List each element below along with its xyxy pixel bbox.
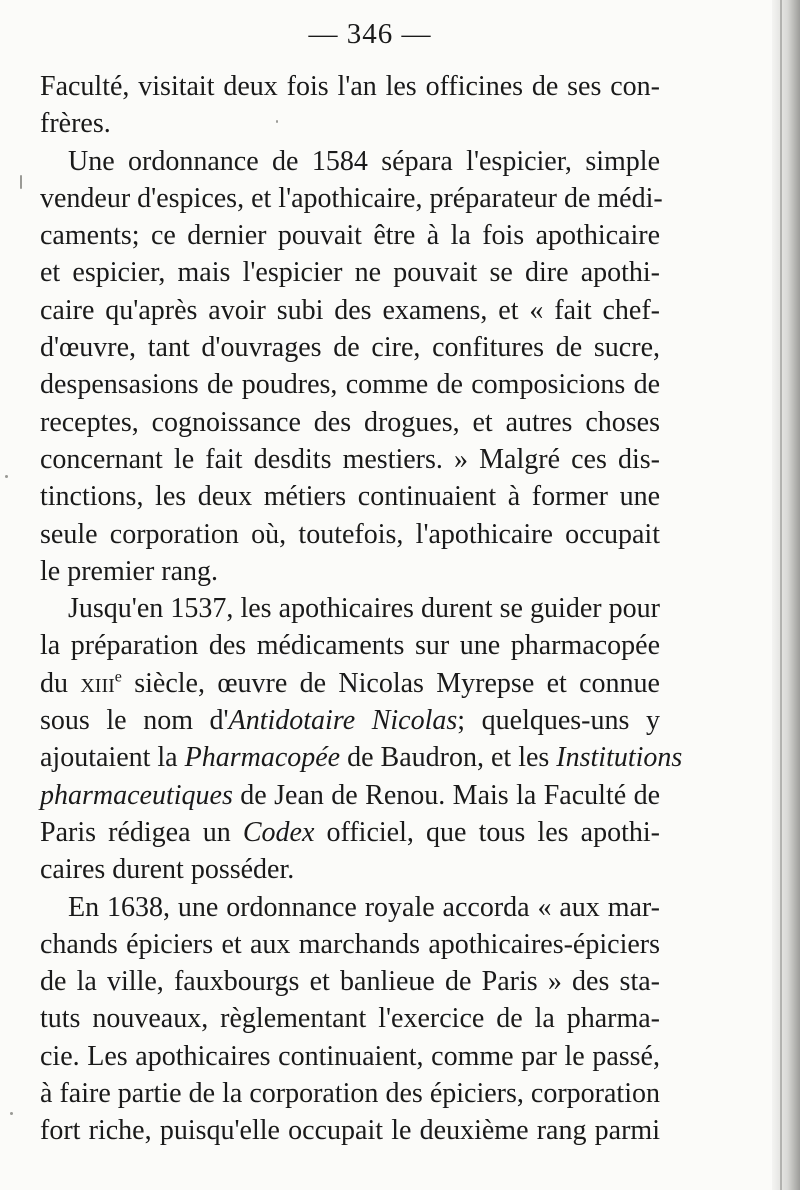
text-run: sous le nom d' [40,705,229,737]
text-run: de la ville, fauxbourgs et banlieue de Paris » des sta- [40,966,660,998]
text-run: et espicier, mais l'espicier ne pouvait se dire apothi- [40,257,660,289]
text-line [40,889,660,926]
text-line [40,963,660,1000]
text-line [40,553,660,590]
text-run: Une ordonnance de 1584 sépara l'espicier, simple [68,145,660,177]
text-run: caires durent posséder. [40,854,295,886]
text-run: de Jean de Renou. Mais la Faculté de [232,779,660,811]
italic-title: Pharmacopée [184,742,341,774]
text-line [40,478,660,515]
text-line [40,180,663,217]
text-line [40,404,660,441]
scan-speck [5,475,8,478]
text-run: receptes, cognoissance des drogues, et autres choses [40,406,660,438]
text-line [40,366,660,403]
text-run: caire qu'après avoir subi des examens, et « fait chef- [40,294,660,326]
text-run: du [40,667,81,699]
text-run: e [114,668,122,686]
text-line [40,590,660,627]
text-line [40,851,660,888]
text-run: Paris rédigea un [40,816,243,848]
text-run: En 1638, une ordonnance royale accorda « aux mar- [68,891,660,923]
scan-speck [10,1112,13,1115]
text-run: de Baudron, et les [340,742,557,774]
italic-title: Antidotaire Nicolas [228,705,458,737]
scan-speck [276,120,278,123]
text-run: ajoutaient la [40,742,185,774]
text-line [40,627,660,664]
body-text [40,68,683,1150]
text-run: officiel, que tous les apothi- [314,816,660,848]
text-line [40,702,660,739]
text-run: despensasions de poudres, comme de composicions de [40,369,660,401]
text-line [40,1112,660,1149]
text-run: Faculté, visitait deux fois l'an les officines de ses con- [40,71,660,102]
text-run: fort riche, puisqu'elle occupait le deuxième rang parmi [40,1115,660,1147]
text-run: seule corporation où, toutefois, l'apothicaire occupait [40,518,660,550]
text-run: siècle, œuvre de Nicolas Myrepse et connue [121,667,660,699]
text-line [40,739,683,776]
italic-title: Institutions [556,742,683,774]
text-line [40,665,660,702]
text-run: ; quelques-uns y [457,705,660,737]
text-run: tuts nouveaux, règlementant l'exercice de la pharma- [40,1003,660,1035]
text-line [40,329,660,366]
text-run: Jusqu'en 1537, les apothicaires durent se guider pour [68,593,660,625]
text-run: chands épiciers et aux marchands apothicaires-épiciers [40,928,660,960]
text-line [40,1038,660,1075]
text-run: concernant le fait desdits mestiers. » Malgré ces dis- [40,443,660,475]
text-line [40,441,660,478]
text-line [40,926,660,963]
text-line [40,254,660,291]
text-line [40,143,660,180]
text-line [40,292,660,329]
text-run: le premier rang. [40,555,219,587]
text-run: d'œuvre, tant d'ouvrages de cire, confitures de sucre, [40,332,660,364]
text-line [40,814,660,851]
text-line [40,1075,660,1112]
text-run: caments; ce dernier pouvait être à la fois apothicaire [40,220,660,252]
text-line [40,105,660,142]
text-run: vendeur d'espices, et l'apothicaire, préparateur de médi- [40,182,663,214]
page-number: — 346 — [308,18,432,50]
text-line [40,68,660,105]
text-run: frères. [40,108,111,140]
book-page-edge [772,0,800,1190]
text-line [40,1000,660,1037]
text-run: xiii [80,667,115,699]
scan-speck [20,175,22,189]
italic-title: pharmaceutiques [40,779,233,811]
text-run: cie. Les apothicaires continuaient, comme par le passé, [40,1040,660,1072]
text-run: tinctions, les deux métiers continuaient à former une [40,481,660,513]
text-run: à faire partie de la corporation des épiciers, corporation [40,1078,660,1110]
text-run: la préparation des médicaments sur une pharmacopée [40,630,660,662]
text-line [40,777,660,814]
text-line [40,217,660,254]
italic-title: Codex [242,816,315,848]
text-line [40,516,660,553]
